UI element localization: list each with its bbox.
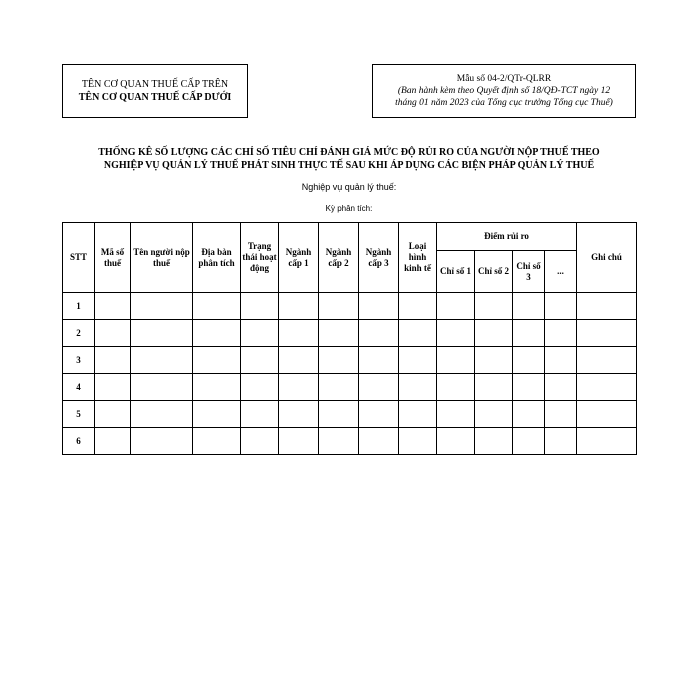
row-number: 6 bbox=[63, 428, 95, 455]
col-header-chi-so-3: Chỉ số 3 bbox=[513, 251, 545, 293]
table-cell bbox=[241, 320, 279, 347]
table-row bbox=[63, 401, 637, 428]
table-cell bbox=[399, 320, 437, 347]
table-cell bbox=[241, 293, 279, 320]
table-cell bbox=[193, 320, 241, 347]
table-cell bbox=[513, 374, 545, 401]
table-cell bbox=[131, 293, 193, 320]
table-cell bbox=[437, 347, 475, 374]
col-header-dia-ban: Địa bàn phân tích bbox=[193, 223, 241, 293]
table-cell bbox=[545, 374, 577, 401]
table-cell bbox=[319, 293, 359, 320]
table-cell bbox=[437, 320, 475, 347]
col-header-chi-so-1: Chỉ số 1 bbox=[437, 251, 475, 293]
table-cell bbox=[359, 428, 399, 455]
table-cell bbox=[193, 428, 241, 455]
col-header-diem-rui-ro: Điểm rủi ro bbox=[437, 223, 577, 251]
table-cell bbox=[193, 347, 241, 374]
table-cell bbox=[577, 401, 637, 428]
table-cell bbox=[399, 347, 437, 374]
col-header-chi-so-2: Chỉ số 2 bbox=[475, 251, 513, 293]
table-cell bbox=[577, 320, 637, 347]
table-cell bbox=[241, 401, 279, 428]
table-cell bbox=[545, 428, 577, 455]
table-cell bbox=[319, 401, 359, 428]
table-cell bbox=[131, 401, 193, 428]
table-cell bbox=[475, 347, 513, 374]
table-body bbox=[63, 293, 637, 455]
table-cell bbox=[131, 347, 193, 374]
table-cell bbox=[95, 374, 131, 401]
title-line1: THỐNG KÊ SỐ LƯỢNG CÁC CHỈ SỐ TIÊU CHÍ ĐÁNH GIÁ MỨC ĐỘ RỦI RO CỦA NGƯỜI NỘP THUẾ THEO bbox=[98, 147, 600, 158]
table-cell bbox=[475, 401, 513, 428]
table-row bbox=[63, 347, 637, 374]
table-cell bbox=[319, 320, 359, 347]
col-header-nganh-cap-2: Ngành cấp 2 bbox=[319, 223, 359, 293]
table-cell bbox=[193, 401, 241, 428]
table-cell bbox=[475, 320, 513, 347]
col-header-loai-hinh: Loại hình kinh tế bbox=[399, 223, 437, 293]
table-cell bbox=[95, 401, 131, 428]
title-line2: NGHIỆP VỤ QUẢN LÝ THUẾ PHÁT SINH THỰC TẾ SAU KHI ÁP DỤNG CÁC BIỆN PHÁP QUẢN LÝ THUẾ bbox=[103, 160, 595, 171]
table-cell bbox=[359, 347, 399, 374]
ky-phan-tich-label: Kỳ phân tích: bbox=[325, 204, 373, 213]
table-cell bbox=[577, 374, 637, 401]
table-row bbox=[63, 374, 637, 401]
table-cell bbox=[319, 428, 359, 455]
agency-box bbox=[62, 64, 248, 118]
table-cell bbox=[95, 293, 131, 320]
nghiep-vu-label: Nghiệp vụ quản lý thuế: bbox=[301, 182, 397, 192]
table-cell bbox=[193, 293, 241, 320]
row-number: 4 bbox=[63, 374, 95, 401]
row-number: 2 bbox=[63, 320, 95, 347]
table-cell bbox=[359, 293, 399, 320]
table-row bbox=[63, 293, 637, 320]
table-cell bbox=[437, 374, 475, 401]
col-header-ghi-chu: Ghi chú bbox=[577, 223, 637, 293]
form-note-line2: tháng 01 năm 2023 của Tổng cục trưởng Tổng cục Thuế) bbox=[395, 98, 613, 108]
table-cell bbox=[131, 320, 193, 347]
table-row bbox=[63, 428, 637, 455]
table-cell bbox=[131, 428, 193, 455]
row-number: 3 bbox=[63, 347, 95, 374]
table-cell bbox=[437, 428, 475, 455]
table-cell bbox=[279, 347, 319, 374]
document-title bbox=[62, 146, 636, 172]
table-cell bbox=[95, 320, 131, 347]
table-cell bbox=[513, 347, 545, 374]
table-cell bbox=[279, 293, 319, 320]
form-info-box bbox=[372, 64, 636, 118]
col-header-stt: STT bbox=[63, 223, 95, 293]
table-cell bbox=[279, 401, 319, 428]
row-number: 1 bbox=[63, 293, 95, 320]
table-cell bbox=[513, 320, 545, 347]
table-cell bbox=[545, 401, 577, 428]
table-cell bbox=[279, 428, 319, 455]
col-header-ma-so-thue: Mã số thuế bbox=[95, 223, 131, 293]
table-cell bbox=[95, 347, 131, 374]
superior-agency-name: TÊN CƠ QUAN THUẾ CẤP TRÊN bbox=[81, 79, 229, 90]
table-cell bbox=[319, 374, 359, 401]
table-cell bbox=[241, 428, 279, 455]
col-header-ten-nguoi-nop-thue: Tên người nộp thuế bbox=[131, 223, 193, 293]
col-header-trang-thai: Trạng thái hoạt động bbox=[241, 223, 279, 293]
table-cell bbox=[279, 320, 319, 347]
table-cell bbox=[545, 293, 577, 320]
table-cell bbox=[513, 401, 545, 428]
form-number: Mẫu số 04-2/QTr-QLRR bbox=[456, 74, 552, 84]
table-cell bbox=[241, 347, 279, 374]
table-cell bbox=[545, 320, 577, 347]
table-cell bbox=[577, 428, 637, 455]
table-cell bbox=[513, 293, 545, 320]
table-cell bbox=[399, 293, 437, 320]
table-cell bbox=[437, 401, 475, 428]
table-cell bbox=[131, 374, 193, 401]
table-cell bbox=[319, 347, 359, 374]
table-cell bbox=[545, 347, 577, 374]
col-header-nganh-cap-1: Ngành cấp 1 bbox=[279, 223, 319, 293]
table-cell bbox=[577, 347, 637, 374]
table-cell bbox=[95, 428, 131, 455]
table-cell bbox=[359, 374, 399, 401]
table-cell bbox=[475, 374, 513, 401]
table-cell bbox=[399, 401, 437, 428]
table-cell bbox=[437, 293, 475, 320]
table-row bbox=[63, 320, 637, 347]
table-cell bbox=[577, 293, 637, 320]
row-number: 5 bbox=[63, 401, 95, 428]
risk-table bbox=[62, 222, 637, 455]
table-cell bbox=[359, 401, 399, 428]
form-note-line1: (Ban hành kèm theo Quyết định số 18/QĐ-TCT ngày 12 bbox=[397, 86, 611, 96]
subordinate-agency-name: TÊN CƠ QUAN THUẾ CẤP DƯỚI bbox=[78, 92, 232, 103]
col-header-ellipsis: ... bbox=[545, 251, 577, 293]
table-cell bbox=[513, 428, 545, 455]
table-cell bbox=[193, 374, 241, 401]
table-cell bbox=[241, 374, 279, 401]
col-header-nganh-cap-3: Ngành cấp 3 bbox=[359, 223, 399, 293]
table-cell bbox=[399, 374, 437, 401]
table-cell bbox=[359, 320, 399, 347]
table-cell bbox=[279, 374, 319, 401]
table-cell bbox=[475, 428, 513, 455]
table-cell bbox=[399, 428, 437, 455]
table-cell bbox=[475, 293, 513, 320]
